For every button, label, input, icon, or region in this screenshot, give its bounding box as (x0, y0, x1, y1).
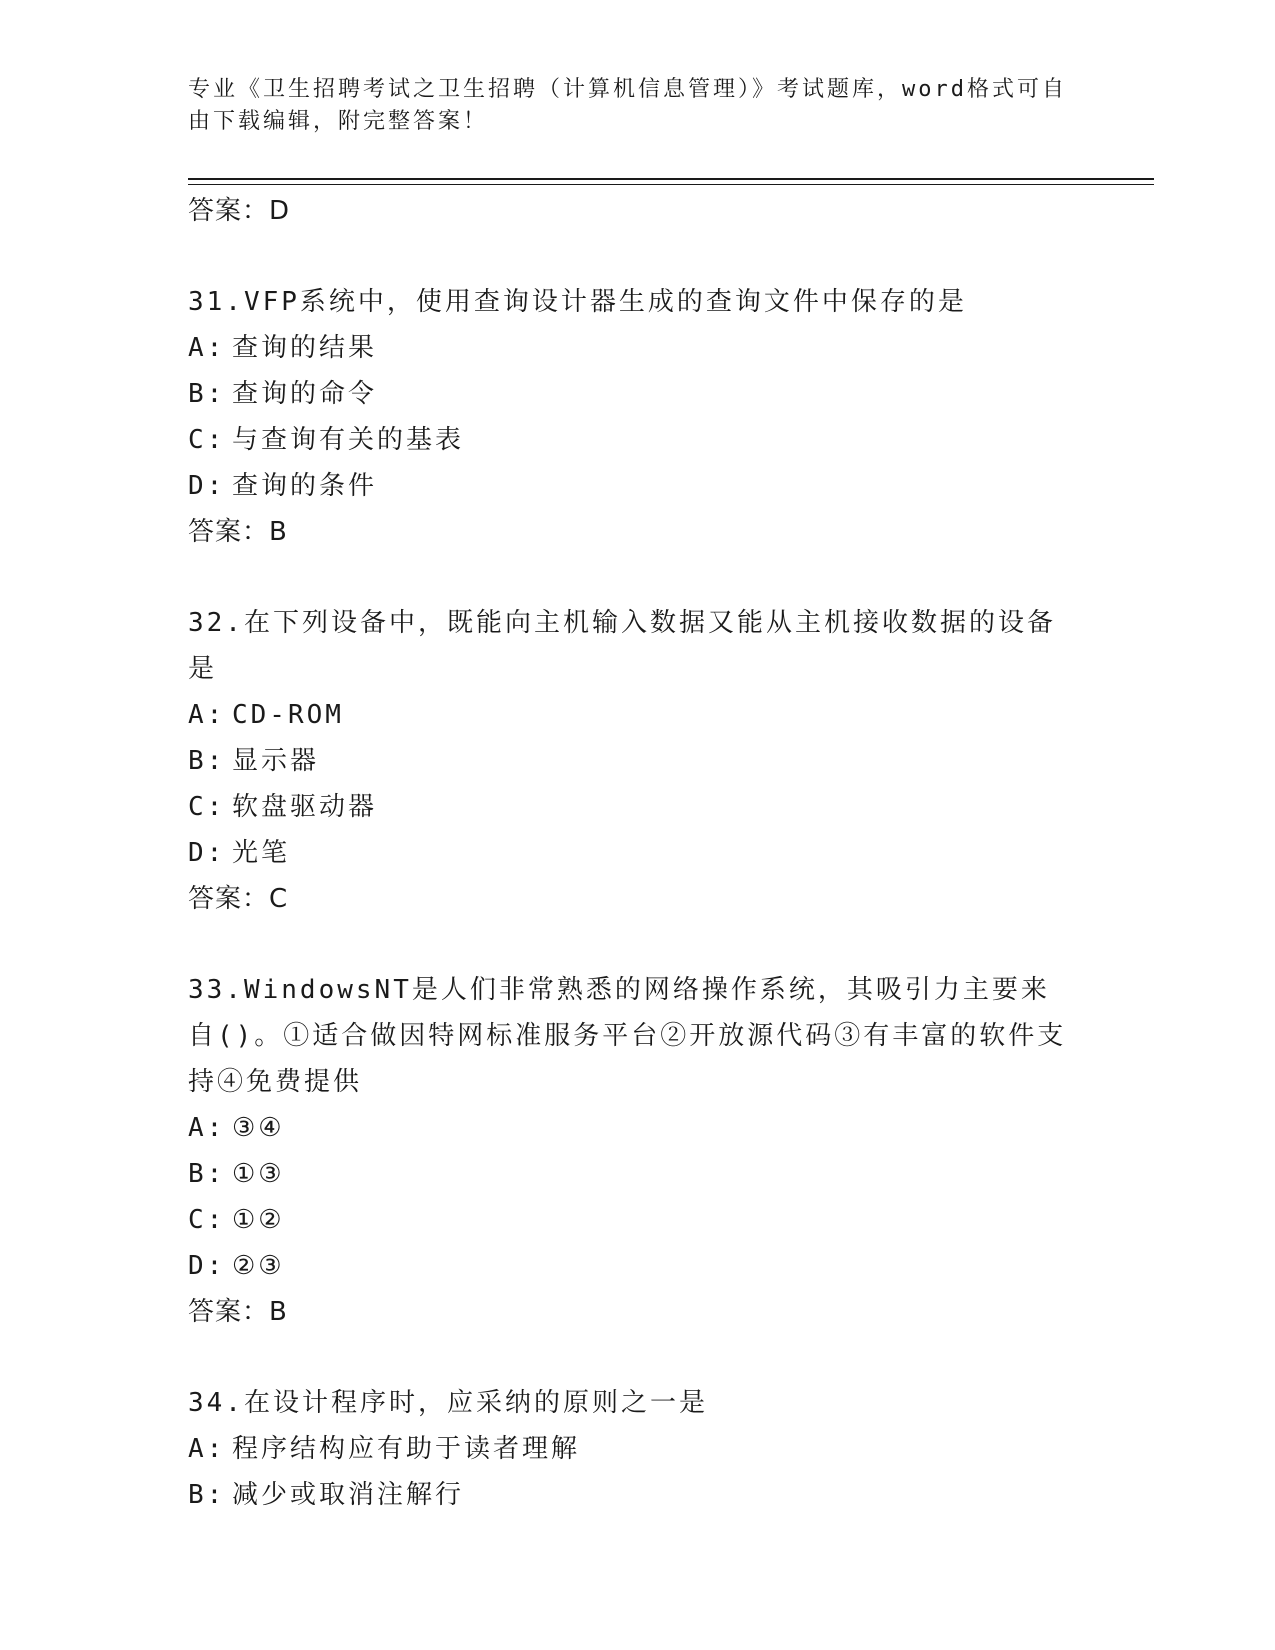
option-c (188, 784, 1078, 830)
answer-line: 答案：B (188, 1297, 288, 1327)
option-letter: B: (188, 1480, 226, 1510)
question-text (188, 1380, 1078, 1426)
option-letter: C: (188, 425, 226, 455)
option-b (188, 1151, 1078, 1197)
option-letter: D: (188, 1251, 226, 1281)
option-b (188, 1472, 1078, 1518)
option-text: 软盘驱动器 (232, 792, 378, 822)
option-d (188, 1243, 1078, 1289)
header-line-2: 由下载编辑，附完整答案！ (188, 109, 489, 134)
option-letter: A: (188, 700, 226, 730)
option-a (188, 1426, 1078, 1472)
option-text: 减少或取消注解行 (232, 1480, 465, 1510)
option-text: 查询的结果 (232, 333, 378, 363)
option-letter: B: (188, 746, 226, 776)
option-a (188, 692, 1078, 738)
question-stem: 在设计程序时，应采纳的原则之一是 (243, 1388, 708, 1418)
header-line-1: 专业《卫生招聘考试之卫生招聘（计算机信息管理）》考试题库，word格式可自 (188, 77, 1067, 102)
question-stem: 在下列设备中，既能向主机输入数据又能从主机接收数据的设备是 (188, 608, 1056, 684)
option-text: 查询的条件 (232, 471, 378, 501)
question-block (188, 600, 1078, 922)
option-c (188, 1197, 1078, 1243)
option-text: ①③ (232, 1159, 285, 1189)
question-number: 31. (188, 287, 244, 317)
answer-line: 答案：B (188, 517, 288, 547)
option-text: ②③ (232, 1251, 285, 1281)
option-d (188, 830, 1078, 876)
document-header (188, 74, 1068, 138)
option-letter: A: (188, 333, 226, 363)
question-number: 34. (188, 1388, 244, 1418)
option-letter: B: (188, 1159, 226, 1189)
option-letter: A: (188, 1113, 226, 1143)
question-text (188, 600, 1078, 692)
question-number: 32. (188, 608, 244, 638)
option-text: ③④ (232, 1113, 285, 1143)
option-a (188, 325, 1078, 371)
option-text: CD-ROM (232, 700, 344, 730)
option-text: 与查询有关的基表 (232, 425, 465, 455)
option-c (188, 417, 1078, 463)
question-block (188, 279, 1078, 555)
question-text (188, 279, 1078, 325)
option-letter: C: (188, 792, 226, 822)
question-block (188, 1380, 1078, 1518)
option-letter: D: (188, 471, 226, 501)
option-letter: D: (188, 838, 226, 868)
option-text: 显示器 (232, 746, 320, 776)
option-text: 程序结构应有助于读者理解 (232, 1434, 581, 1464)
option-d (188, 463, 1078, 509)
option-letter: A: (188, 1434, 226, 1464)
option-letter: C: (188, 1205, 226, 1235)
option-b (188, 371, 1078, 417)
option-b (188, 738, 1078, 784)
answer-line: 答案：C (188, 884, 289, 914)
question-list (188, 188, 1078, 1518)
question-number: 33. (188, 975, 244, 1005)
option-text: 光笔 (232, 838, 291, 868)
option-a (188, 1105, 1078, 1151)
option-letter: B: (188, 379, 226, 409)
option-text: 查询的命令 (232, 379, 378, 409)
header-divider-thick (188, 178, 1154, 180)
question-stem: WindowsNT是人们非常熟悉的网络操作系统，其吸引力主要来自()。①适合做因特网标准服务平台②开放源代码③有丰富的软件支持④免费提供 (188, 975, 1067, 1097)
answer-line: 答案：D (188, 196, 291, 226)
question-text (188, 967, 1078, 1105)
question-block (188, 967, 1078, 1335)
question-stem: VFP系统中，使用查询设计器生成的查询文件中保存的是 (243, 287, 967, 317)
option-text: ①② (232, 1205, 285, 1235)
header-divider-thin (188, 184, 1154, 185)
